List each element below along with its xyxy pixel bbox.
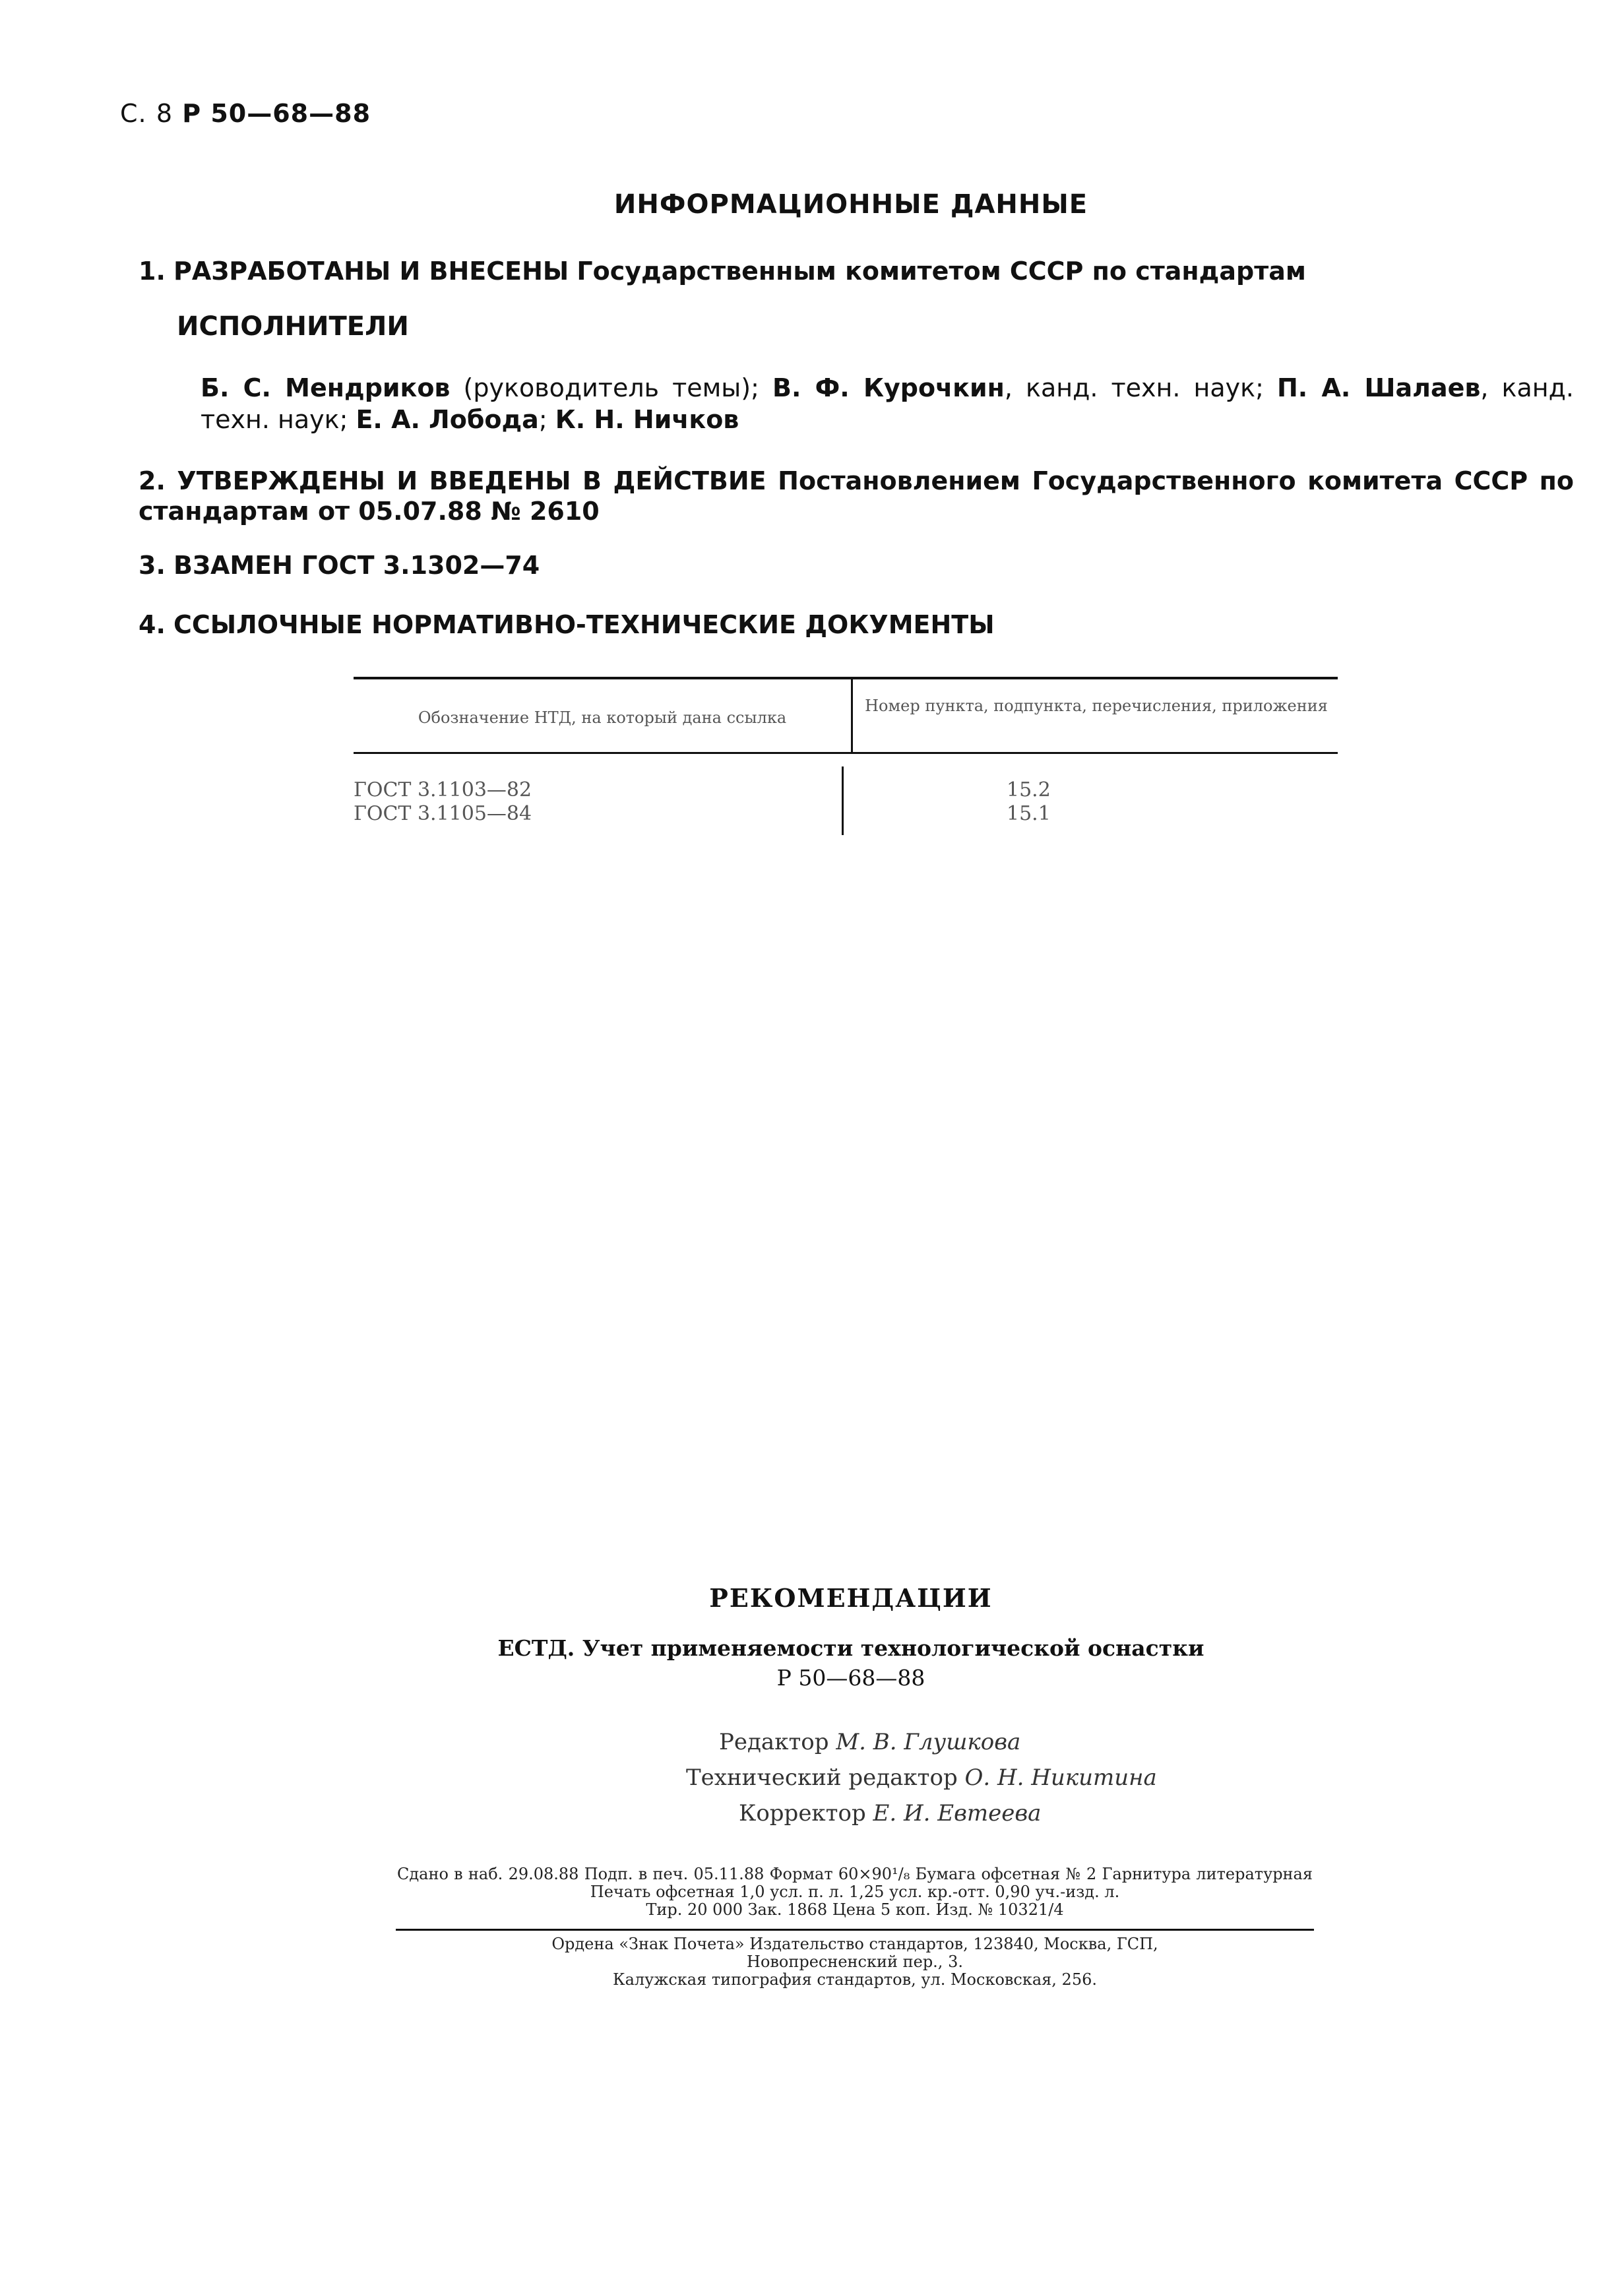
- publisher-line: Новопресненский пер., 3.: [747, 1953, 963, 1971]
- imprint-divider: [396, 1929, 1314, 1931]
- publisher-info: [396, 1935, 1314, 1989]
- recommendation-title: РЕКОМЕНДАЦИИ: [709, 1583, 993, 1613]
- section-replaces: [139, 550, 540, 580]
- staff-name: Е. И. Евтеева: [873, 1800, 1042, 1827]
- page-prefix: С.: [120, 99, 147, 128]
- page-number: [120, 99, 371, 128]
- section-1-number: 1.: [139, 257, 166, 286]
- executor-note: , канд. техн. наук;: [201, 373, 1574, 434]
- table-header-divider: [851, 679, 853, 752]
- recommendation-subtitle: ЕСТД. Учет применяемости технологической оснастки: [497, 1635, 1204, 1661]
- table-cell-clause: 15.2: [1007, 778, 1051, 801]
- staff-line: [686, 1760, 1157, 1796]
- section-2-number: 2.: [139, 466, 166, 495]
- section-4-label: ССЫЛОЧНЫЕ НОРМАТИВНО-ТЕХНИЧЕСКИЕ ДОКУМЕНТЫ: [173, 610, 995, 639]
- table-cell-document: ГОСТ 3.1103—82: [354, 778, 532, 801]
- staff-line: [686, 1724, 1157, 1760]
- table-header-clause: Номер пункта, подпункта, перечисления, приложения: [865, 697, 1328, 715]
- executor-note: (руководитель темы);: [450, 373, 772, 402]
- recommendation-code: Р 50—68—88: [776, 1665, 925, 1691]
- executor-note: ;: [538, 405, 555, 434]
- section-1-label: РАЗРАБОТАНЫ И ВНЕСЕНЫ: [173, 257, 569, 286]
- section-2-text: Постановлением Государственного комитета СССР по стандартам от 05.07.88 № 2610: [139, 466, 1575, 526]
- section-references: [139, 609, 995, 640]
- staff-name: М. В. Глушкова: [836, 1729, 1021, 1755]
- executors-list: [201, 372, 1574, 435]
- staff-role: Технический редактор: [686, 1765, 958, 1791]
- executor-name: Е. А. Лобода: [356, 405, 539, 434]
- imprint-run: Тир. 20 000 Зак. 1868 Цена 5 коп. Изд. № 10321/4: [646, 1900, 1064, 1919]
- table-top-rule: [354, 677, 1338, 679]
- table-cell-clause: 15.1: [1007, 802, 1051, 825]
- publisher-line: Ордена «Знак Почета» Издательство стандартов, 123840, Москва, ГСП,: [551, 1935, 1158, 1953]
- staff-name: О. Н. Никитина: [964, 1765, 1157, 1791]
- section-1-text: Государственным комитетом СССР по стандартам: [577, 257, 1306, 286]
- section-3-number: 3.: [139, 551, 166, 580]
- staff-role: Корректор: [739, 1800, 866, 1827]
- staff-role: Редактор: [719, 1729, 829, 1755]
- staff-line: [686, 1796, 1157, 1831]
- table-cell-document: ГОСТ 3.1105—84: [354, 802, 532, 825]
- document-code: Р 50—68—88: [182, 99, 371, 128]
- table-body-divider: [842, 766, 844, 835]
- info-title: ИНФОРМАЦИОННЫЕ ДАННЫЕ: [613, 189, 1088, 220]
- editorial-staff: [686, 1724, 1157, 1831]
- print-imprint: [397, 1865, 1313, 1919]
- table-header-document: Обозначение НТД, на который дана ссылка: [418, 708, 787, 727]
- page-number-value: 8: [156, 99, 173, 128]
- recommendation-block: [0, 1583, 1624, 1691]
- executor-note: , канд. техн. наук;: [1004, 373, 1277, 402]
- executors-heading: ИСПОЛНИТЕЛИ: [177, 311, 409, 342]
- section-approved: [139, 466, 1574, 526]
- executor-name: П. А. Шалаев: [1276, 373, 1481, 402]
- publisher-line: Калужская типография стандартов, ул. Московская, 256.: [613, 1970, 1097, 1989]
- imprint-details: Сдано в наб. 29.08.88 Подп. в печ. 05.11.88 Формат 60×90¹/₈ Бумага офсетная № 2 Гарнитура литературная Печать офсетная 1,0 усл. п. л. 1,25 усл. кр.-отт. 0,90 уч.-изд. л.: [397, 1865, 1313, 1901]
- reference-table: [354, 677, 1338, 835]
- section-3-label: ВЗАМЕН ГОСТ 3.1302—74: [173, 551, 540, 580]
- section-developed: [139, 256, 1497, 286]
- executor-name: Б. С. Мендриков: [201, 373, 451, 402]
- section-2-label: УТВЕРЖДЕНЫ И ВВЕДЕНЫ В ДЕЙСТВИЕ: [177, 466, 766, 495]
- section-4-number: 4.: [139, 610, 166, 639]
- executor-name: В. Ф. Курочкин: [772, 373, 1005, 402]
- table-header-rule: [354, 752, 1338, 754]
- executor-name: К. Н. Ничков: [555, 405, 739, 434]
